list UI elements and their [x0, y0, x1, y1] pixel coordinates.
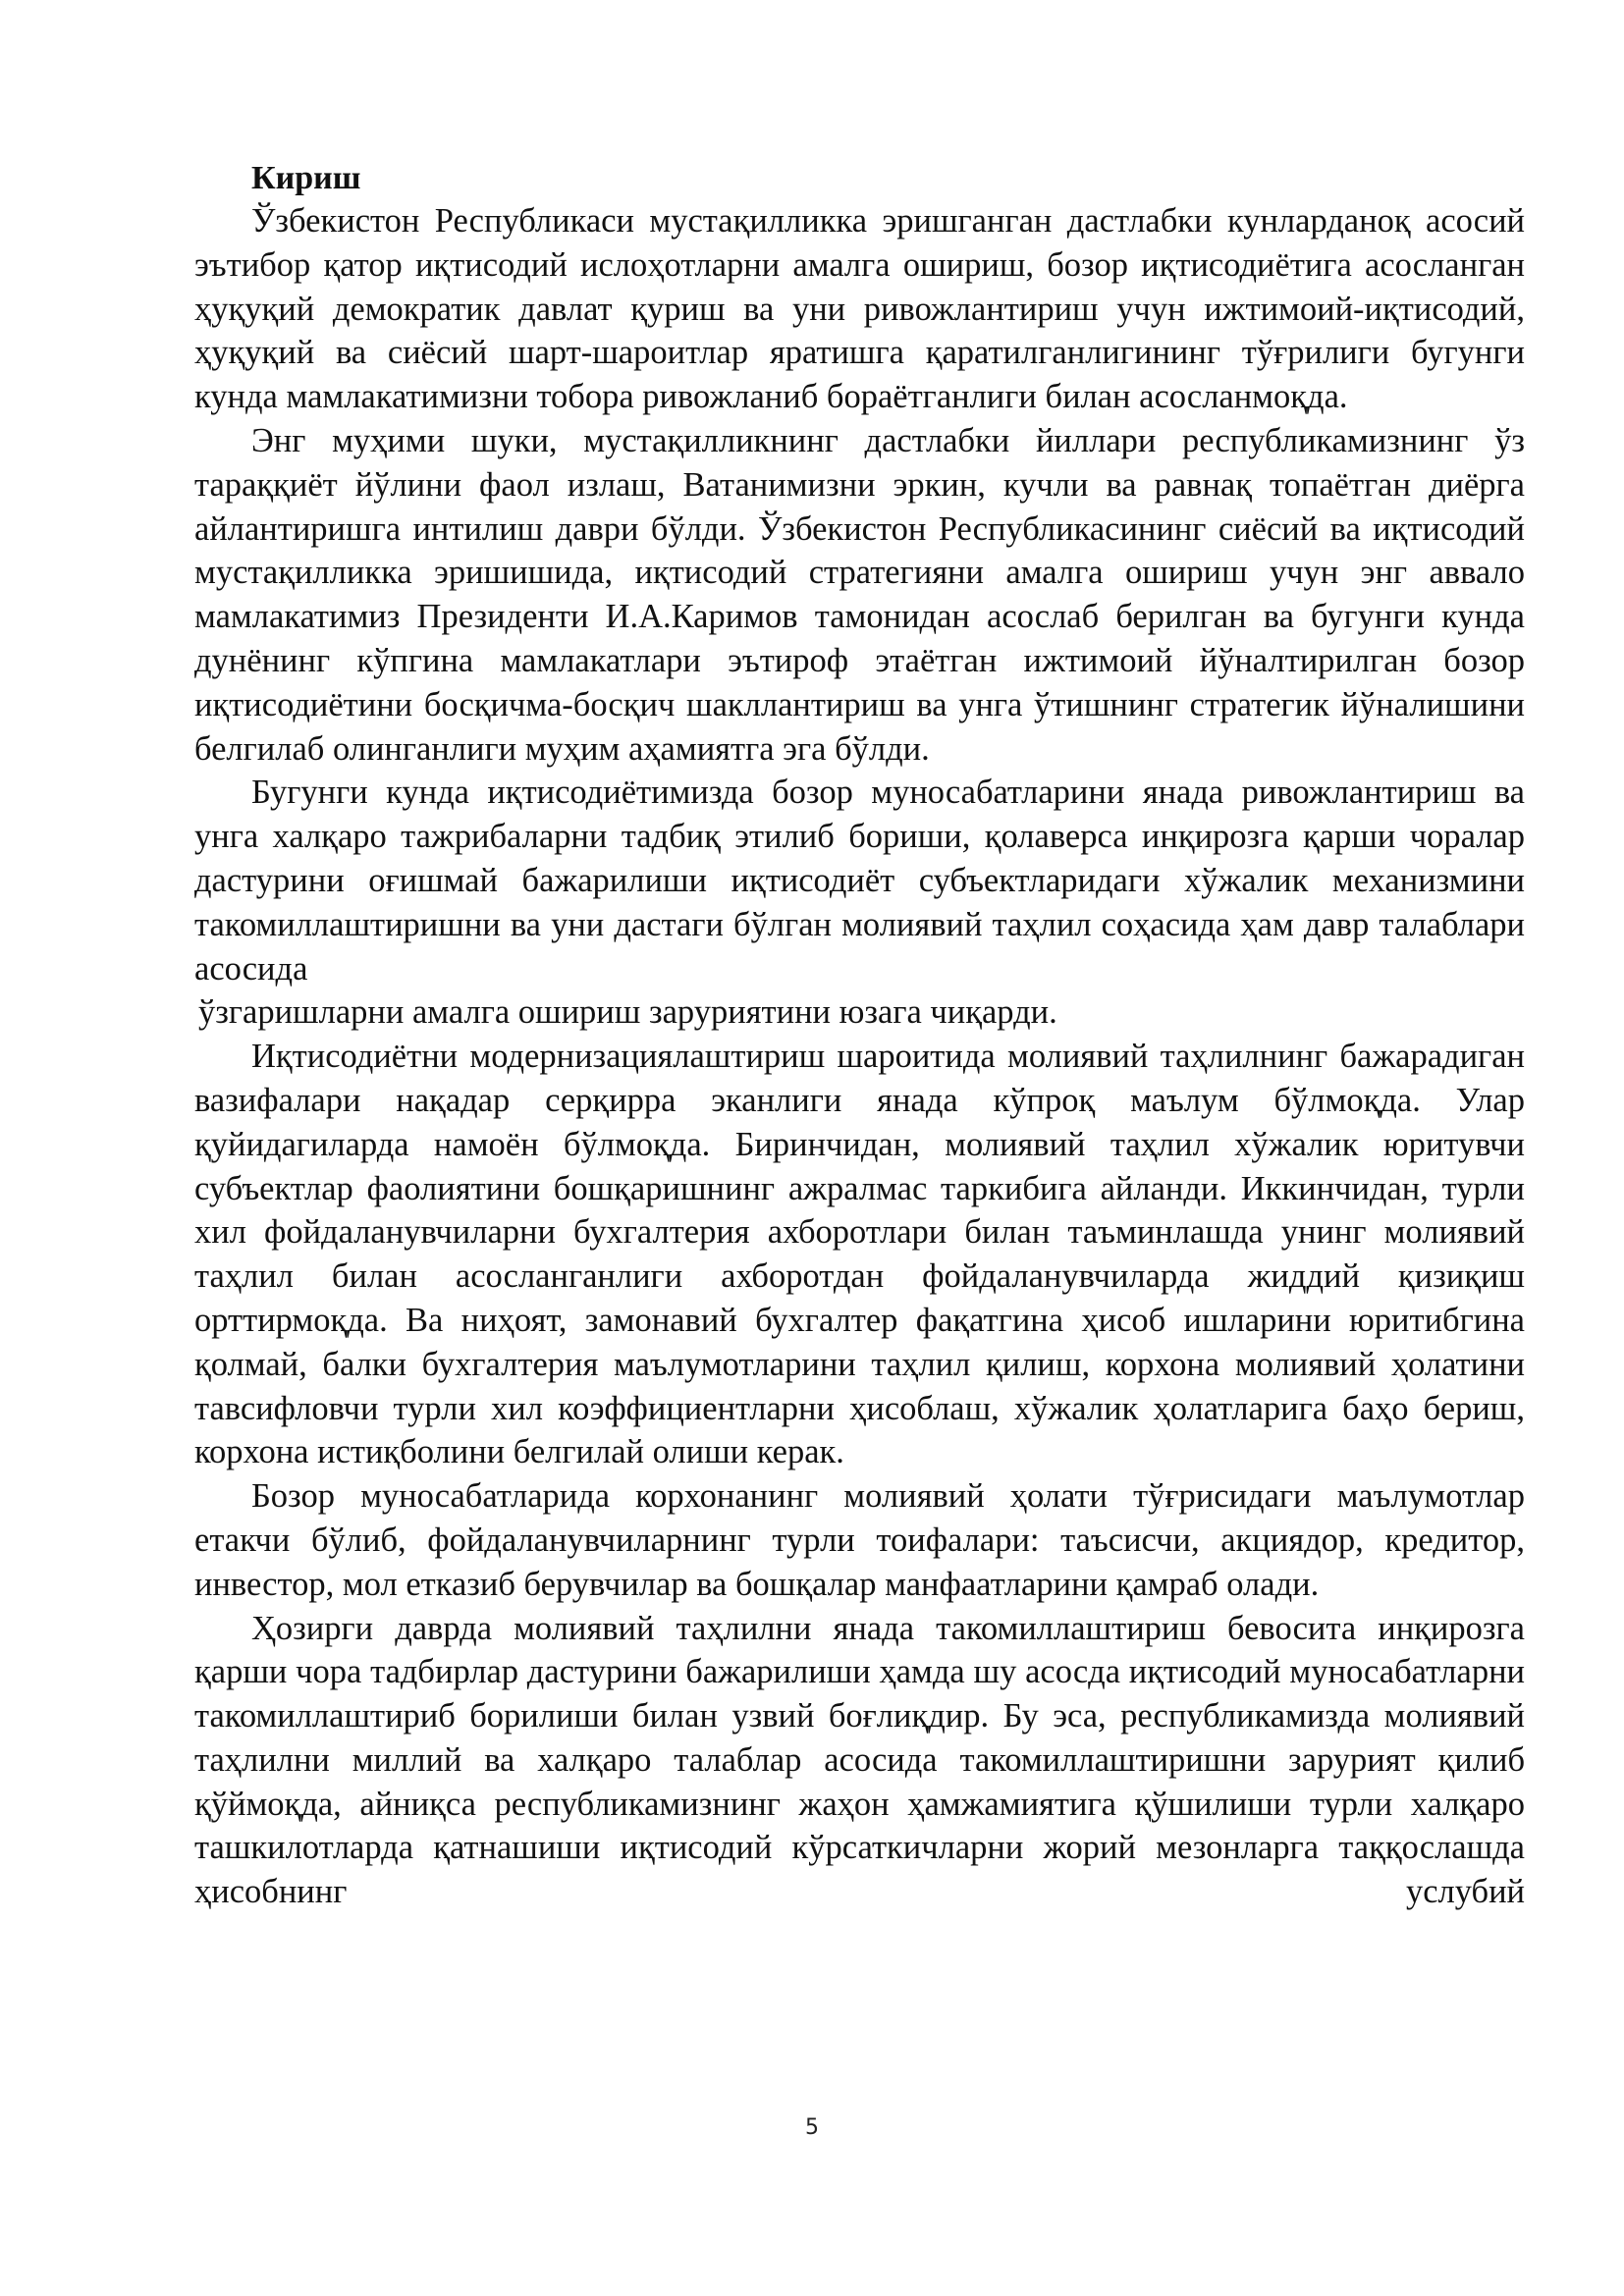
page-number: 5 — [805, 2115, 819, 2140]
paragraph-6: Ҳозирги даврда молиявий таҳлилни янада такомиллаштириш бевосита инқирозга қарши чора тадбирлар дастурини бажарилиши ҳамда шу асосда иқтисодий муносабатларни такомиллаштириб борилиши билан узвий боғлиқдир. Бу эса, республикамизда молиявий таҳлилни миллий ва халқаро талаблар асосида такомиллаштиришни зарурият қилиб қўймоқда, айниқса республикамизнинг жаҳон ҳамжамиятига қўшилиши турли халқаро ташкилотларда қатнашиши иқтисодий кўрсаткичларни жорий мезонларга таққослашда ҳисобнинг услубий — [194, 1609, 1525, 1911]
section-heading: Кириш — [251, 160, 361, 196]
paragraph-3-continuation: ўзгаришларни амалга ошириш заруриятини юзага чиқарди. — [198, 993, 1057, 1032]
paragraph-5: Бозор муносабатларида корхонанинг молиявий ҳолати тўғрисидаги маълумотлар етакчи бўлиб, фойдаланувчиларнинг турли тоифалари: таъсисчи, акциядор, кредитор, инвестор, мол етказиб берувчилар ва бошқалар манфаатларини қамраб олади. — [194, 1477, 1525, 1603]
paragraph-1: Ўзбекистон Республикаси мустақилликка эришганган дастлабки кунларданоқ асосий эътибор қатор иқтисодий ислоҳотларни амалга ошириш, бозор иқтисодиётига асосланган ҳуқуқий демократик давлат қуриш ва уни ривожлантириш учун ижтимоий-иқтисодий, ҳуқуқий ва сиёсий шарт-шароитлар яратишга қаратилганлигининг тўғрилиги бугунги кунда мамлакатимизни тобора ривожланиб бораётганлиги билан асосланмоқда. — [194, 202, 1525, 416]
paragraph-3: Бугунги кунда иқтисодиётимизда бозор муносабатларини янада ривожлантириш ва унга халқаро тажрибаларни тадбиқ этилиб бориши, қолаверса инқирозга қарши чоралар дастурини оғишмай бажарилиши иқтисодиёт субъектларидаги хўжалик механизмини такомиллаштиришни ва уни дастаги бўлган молиявий таҳлил соҳасида ҳам давр талаблари асосида — [194, 774, 1525, 988]
paragraph-4: Иқтисодиётни модернизациялаштириш шароитида молиявий таҳлилнинг бажарадиган вазифалари нақадар серқирра эканлиги янада кўпроқ маълум бўлмоқда. Улар қуйидагиларда намоён бўлмоқда. Биринчидан, молиявий таҳлил хўжалик юритувчи субъектлар фаолиятини бошқаришнинг ажралмас таркибига айланди. Иккинчидан, турли хил фойдаланувчиларни бухгалтерия ахборотлари билан таъминлашда унинг молиявий таҳлил билан асосланганлиги ахборотдан фойдаланувчиларда жиддий қизиқиш орттирмоқда. Ва ниҳоят, замонавий бухгалтер фақатгина ҳисоб ишларини юритибгина қолмай, балки бухгалтерия маълумотларини таҳлил қилиш, корхона молиявий ҳолатини тавсифловчи турли хил коэффициентларни ҳисоблаш, хўжалик ҳолатларига баҳо бериш, корхона истиқболини белгилай олиши керак. — [194, 1038, 1525, 1471]
paragraph-2: Энг муҳими шуки, мустақилликнинг дастлабки йиллари республикамизнинг ўз тараққиёт йўлини фаол излаш, Ватанимизни эркин, кучли ва равнақ топаётган диёрга айлантиришга интилиш даври бўлди. Ўзбекистон Республикасининг сиёсий ва иқтисодий мустақилликка эришишида, иқтисодий стратегияни амалга ошириш учун энг аввало мамлакатимиз Президенти И.А.Каримов тамонидан асослаб берилган ва бугунги кунда дунёнинг кўпгина мамлакатлари эътироф этаётган ижтимоий йўналтирилган бозор иқтисодиётини босқичма-босқич шакллантириш ва унга ўтишнинг стратегик йўналишини белгилаб олинганлиги муҳим аҳамиятга эга бўлди. — [194, 421, 1525, 768]
document-body — [194, 157, 1525, 1914]
